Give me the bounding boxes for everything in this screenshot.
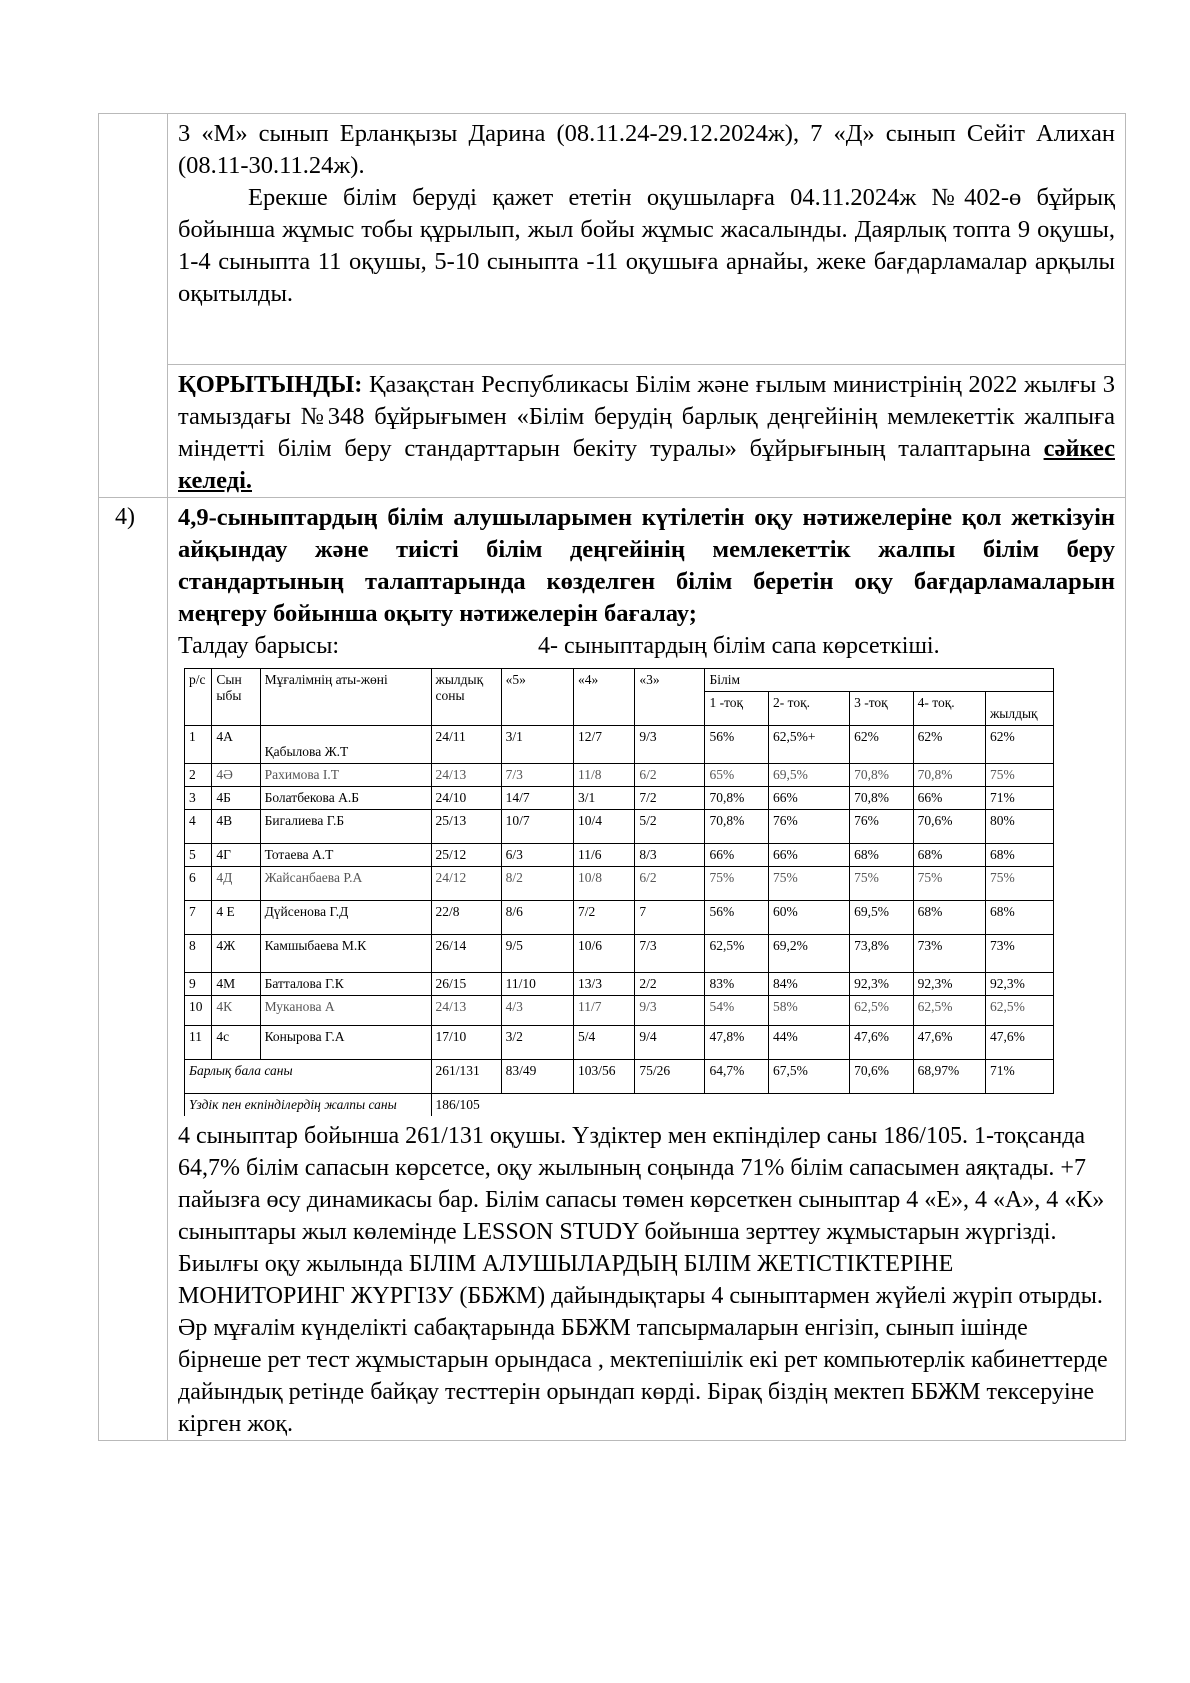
grade-3-cell: 5/2 bbox=[635, 810, 705, 844]
class-name-cell: 4Б bbox=[212, 787, 260, 810]
grade-3-cell: 8/3 bbox=[635, 844, 705, 867]
grade-4-cell: 11/6 bbox=[573, 844, 634, 867]
year-cell: 71% bbox=[985, 787, 1053, 810]
q4-cell: 47,6% bbox=[913, 1026, 985, 1060]
teacher-name-cell: Жайсанбаева Р.А bbox=[260, 867, 431, 901]
class-name-cell: 4В bbox=[212, 810, 260, 844]
q2-cell: 66% bbox=[769, 844, 850, 867]
header-q3: 3 -тоқ bbox=[850, 692, 914, 726]
class-name-cell: 4Ә bbox=[212, 764, 260, 787]
grade-4-cell: 10/6 bbox=[573, 935, 634, 973]
teacher-name-cell: Дүйсенова Г.Д bbox=[260, 901, 431, 935]
q1-cell: 56% bbox=[705, 726, 769, 764]
year-cell: 47,6% bbox=[985, 1026, 1053, 1060]
row-number-cell-empty bbox=[99, 114, 168, 498]
table-row bbox=[185, 996, 1054, 1026]
q3-cell: 47,6% bbox=[850, 1026, 914, 1060]
grade-3-cell: 7/3 bbox=[635, 935, 705, 973]
class-name-cell: 4Ж bbox=[212, 935, 260, 973]
row-num-cell: 3 bbox=[185, 787, 212, 810]
header-year: жылдық bbox=[985, 692, 1053, 726]
table-total-row bbox=[185, 1060, 1054, 1094]
q1-cell: 83% bbox=[705, 973, 769, 996]
q1-cell: 65% bbox=[705, 764, 769, 787]
row-num-cell: 6 bbox=[185, 867, 212, 901]
total-q3: 70,6% bbox=[850, 1060, 914, 1094]
table-row bbox=[185, 764, 1054, 787]
table-row bbox=[185, 810, 1054, 844]
header-q1: 1 -тоқ bbox=[705, 692, 769, 726]
grade-5-cell: 3/1 bbox=[501, 726, 573, 764]
teacher-name-cell: Батталова Г.К bbox=[260, 973, 431, 996]
grade-3-cell: 9/4 bbox=[635, 1026, 705, 1060]
header-grade-5: «5» bbox=[501, 669, 573, 726]
q4-cell: 68% bbox=[913, 901, 985, 935]
q3-cell: 73,8% bbox=[850, 935, 914, 973]
row-number-cell bbox=[99, 498, 168, 1441]
q3-cell: 76% bbox=[850, 810, 914, 844]
conclusion-text: Қазақстан Республикасы Білім және ғылым министрінің 2022 жылғы 3 тамыздағы №348 бұйрығымен «Білім берудің барлық деңгейінің мемлекеттік жалпыға міндетті білім беру стандарттарын бекіту туралы» бұйрығының талаптарына bbox=[178, 371, 1115, 462]
grade-4-cell: 13/3 bbox=[573, 973, 634, 996]
best-value: 186/105 bbox=[431, 1094, 501, 1117]
grade-5-cell: 10/7 bbox=[501, 810, 573, 844]
q2-cell: 58% bbox=[769, 996, 850, 1026]
grade-5-cell: 8/6 bbox=[501, 901, 573, 935]
q4-cell: 92,3% bbox=[913, 973, 985, 996]
count-cell: 26/15 bbox=[431, 973, 501, 996]
q4-cell: 62,5% bbox=[913, 996, 985, 1026]
header-quality: Білім bbox=[705, 669, 1054, 692]
q3-cell: 70,8% bbox=[850, 787, 914, 810]
teacher-name-cell: Қабылова Ж.Т bbox=[260, 726, 431, 764]
q2-cell: 76% bbox=[769, 810, 850, 844]
grade-4-cell: 5/4 bbox=[573, 1026, 634, 1060]
summary-paragraph: 4 сыныптар бойынша 261/131 оқушы. Үздіктер мен екпінділер саны 186/105. 1-тоқсанда 64,7% білім сапасын көрсетсе, оқу жылының соңында 71% білім сапасымен аяқтады. +7 пайызға өсу динамикасы бар. Білім сапасы төмен көрсеткен сыныптар 4 «Е», 4 «А», 4 «К» сыныптары жыл көлемінде LESSON STUDY бойынша зерттеу жұмыстарын жүргізді. Биылғы оқу жылында БІЛІМ АЛУШЫЛАРДЫҢ БІЛІМ ЖЕТІСТІКТЕРІНЕ МОНИТОРИНГ ЖҮРГІЗУ (ББЖМ) дайындықтары 4 сыныптармен жүйелі жүріп отырды. Әр мұғалім күнделікті сабақтарында ББЖМ тапсырмаларын енгізіп, сынып ішінде бірнеше рет тест жұмыстарын орындаса , мектепішілік екі рет компьютерлік кабинеттерде дайындық ретінде байқау тесттерін орындап көрді. Бірақ біздің мектеп ББЖМ тексеруіне кірген жоқ. bbox=[178, 1123, 1108, 1437]
total-count: 261/131 bbox=[431, 1060, 501, 1094]
grade-4-cell: 10/8 bbox=[573, 867, 634, 901]
year-cell: 73% bbox=[985, 935, 1053, 973]
grade-5-cell: 14/7 bbox=[501, 787, 573, 810]
q2-cell: 84% bbox=[769, 973, 850, 996]
header-grade-3: «3» bbox=[635, 669, 705, 726]
conclusion-paragraph bbox=[178, 365, 1115, 497]
quality-table bbox=[184, 668, 1054, 1116]
grade-4-cell: 3/1 bbox=[573, 787, 634, 810]
table-header-row bbox=[185, 669, 1054, 692]
header-teacher: Мұғалімнің аты-жөні bbox=[260, 669, 431, 726]
q2-cell: 62,5%+ bbox=[769, 726, 850, 764]
report-row-1 bbox=[99, 114, 1126, 498]
grade-5-cell: 6/3 bbox=[501, 844, 573, 867]
q4-cell: 66% bbox=[913, 787, 985, 810]
table-row bbox=[185, 787, 1054, 810]
special-education-paragraph: Ерекше білім беруді қажет ететін оқушыларға 04.11.2024ж №402-ө бұйрық бойынша жұмыс тобы құрылып, жыл бойы жұмыс жасалынды. Даярлық топта 9 оқушы, 1-4 сыныпта 11 оқушы, 5-10 сыныпта -11 оқушыға арнайы, жеке бағдарламалар арқылы оқытылды. bbox=[178, 184, 1115, 307]
class-name-cell: 4А bbox=[212, 726, 260, 764]
class-name-cell: 4с bbox=[212, 1026, 260, 1060]
total-grade-3: 75/26 bbox=[635, 1060, 705, 1094]
count-cell: 24/12 bbox=[431, 867, 501, 901]
conclusion-label: ҚОРЫТЫНДЫ: bbox=[178, 371, 363, 398]
grade-5-cell: 4/3 bbox=[501, 996, 573, 1026]
row-num-cell: 4 bbox=[185, 810, 212, 844]
row-2-content bbox=[168, 498, 1126, 1441]
q1-cell: 47,8% bbox=[705, 1026, 769, 1060]
header-num: р/с bbox=[185, 669, 212, 726]
teacher-name-cell: Рахимова І.Т bbox=[260, 764, 431, 787]
q3-cell: 62% bbox=[850, 726, 914, 764]
q4-cell: 68% bbox=[913, 844, 985, 867]
class-name-cell: 4Д bbox=[212, 867, 260, 901]
q1-cell: 56% bbox=[705, 901, 769, 935]
report-row-2 bbox=[99, 498, 1126, 1441]
class-name-cell: 4М bbox=[212, 973, 260, 996]
header-count: жылдық соны bbox=[431, 669, 501, 726]
count-cell: 24/10 bbox=[431, 787, 501, 810]
q1-cell: 62,5% bbox=[705, 935, 769, 973]
class-name-cell: 4Г bbox=[212, 844, 260, 867]
table-row bbox=[185, 844, 1054, 867]
q1-cell: 54% bbox=[705, 996, 769, 1026]
row-number: 4) bbox=[115, 504, 135, 530]
count-cell: 24/11 bbox=[431, 726, 501, 764]
row-num-cell: 10 bbox=[185, 996, 212, 1026]
table-row bbox=[185, 901, 1054, 935]
grade-4-cell: 7/2 bbox=[573, 901, 634, 935]
analysis-line bbox=[178, 630, 1115, 662]
analysis-label: Талдау барысы: bbox=[178, 633, 339, 659]
header-class: Сын ыбы bbox=[212, 669, 260, 726]
grade-3-cell: 7/2 bbox=[635, 787, 705, 810]
count-cell: 24/13 bbox=[431, 764, 501, 787]
q4-cell: 70,6% bbox=[913, 810, 985, 844]
header-grade-4: «4» bbox=[573, 669, 634, 726]
total-q2: 67,5% bbox=[769, 1060, 850, 1094]
total-year: 71% bbox=[985, 1060, 1053, 1094]
q3-cell: 62,5% bbox=[850, 996, 914, 1026]
year-cell: 68% bbox=[985, 901, 1053, 935]
teacher-name-cell: Бигалиева Г.Б bbox=[260, 810, 431, 844]
teacher-name-cell: Тотаева А.Т bbox=[260, 844, 431, 867]
teacher-name-cell: Болатбекова А.Б bbox=[260, 787, 431, 810]
q2-cell: 60% bbox=[769, 901, 850, 935]
q4-cell: 73% bbox=[913, 935, 985, 973]
q3-cell: 92,3% bbox=[850, 973, 914, 996]
year-cell: 68% bbox=[985, 844, 1053, 867]
total-grade-5: 83/49 bbox=[501, 1060, 573, 1094]
q2-cell: 66% bbox=[769, 787, 850, 810]
year-cell: 75% bbox=[985, 764, 1053, 787]
header-q4: 4- тоқ. bbox=[913, 692, 985, 726]
row-num-cell: 9 bbox=[185, 973, 212, 996]
q2-cell: 44% bbox=[769, 1026, 850, 1060]
q2-cell: 69,2% bbox=[769, 935, 850, 973]
best-label: Үздік пен екпінділердің жалпы саны bbox=[185, 1094, 432, 1117]
grade-4-cell: 10/4 bbox=[573, 810, 634, 844]
q3-cell: 69,5% bbox=[850, 901, 914, 935]
row-num-cell: 8 bbox=[185, 935, 212, 973]
section-heading: 4,9-сыныптардың білім алушыларымен күтілетін оқу нәтижелеріне қол жеткізуін айқындау және тиісті білім деңгейінің мемлекеттік жалпы білім беру стандартының талаптарында көзделген білім беретін оқу бағдарламаларын меңгеру бойынша оқыту нәтижелерін бағалау; bbox=[178, 504, 1115, 627]
q1-cell: 70,8% bbox=[705, 787, 769, 810]
year-cell: 62% bbox=[985, 726, 1053, 764]
grade-5-cell: 3/2 bbox=[501, 1026, 573, 1060]
grade-5-cell: 9/5 bbox=[501, 935, 573, 973]
q1-cell: 66% bbox=[705, 844, 769, 867]
q4-cell: 70,8% bbox=[913, 764, 985, 787]
q3-cell: 75% bbox=[850, 867, 914, 901]
row-1-content bbox=[168, 114, 1126, 498]
grade-3-cell: 9/3 bbox=[635, 996, 705, 1026]
year-cell: 92,3% bbox=[985, 973, 1053, 996]
q2-cell: 69,5% bbox=[769, 764, 850, 787]
grade-3-cell: 7 bbox=[635, 901, 705, 935]
total-q1: 64,7% bbox=[705, 1060, 769, 1094]
grade-4-cell: 11/7 bbox=[573, 996, 634, 1026]
grade-4-cell: 11/8 bbox=[573, 764, 634, 787]
report-table bbox=[98, 113, 1126, 1441]
class-name-cell: 4 Е bbox=[212, 901, 260, 935]
class-name-cell: 4К bbox=[212, 996, 260, 1026]
q4-cell: 75% bbox=[913, 867, 985, 901]
total-q4: 68,97% bbox=[913, 1060, 985, 1094]
grade-5-cell: 7/3 bbox=[501, 764, 573, 787]
grade-5-cell: 11/10 bbox=[501, 973, 573, 996]
row-num-cell: 11 bbox=[185, 1026, 212, 1060]
table-row bbox=[185, 973, 1054, 996]
count-cell: 25/12 bbox=[431, 844, 501, 867]
count-cell: 25/13 bbox=[431, 810, 501, 844]
year-cell: 62,5% bbox=[985, 996, 1053, 1026]
q3-cell: 70,8% bbox=[850, 764, 914, 787]
count-cell: 17/10 bbox=[431, 1026, 501, 1060]
teacher-name-cell: Муканова А bbox=[260, 996, 431, 1026]
q2-cell: 75% bbox=[769, 867, 850, 901]
enrollment-paragraph: 3 «М» сынып Ерланқызы Дарина (08.11.24-29.12.2024ж), 7 «Д» сынып Сейіт Алихан (08.11-30.11.24ж). bbox=[178, 120, 1115, 179]
header-q2: 2- тоқ. bbox=[769, 692, 850, 726]
year-cell: 75% bbox=[985, 867, 1053, 901]
row-num-cell: 7 bbox=[185, 901, 212, 935]
teacher-name-cell: Камшыбаева М.К bbox=[260, 935, 431, 973]
analysis-title: 4- сыныптардың білім сапа көрсеткіші. bbox=[538, 633, 940, 659]
table-row bbox=[185, 867, 1054, 901]
q1-cell: 70,8% bbox=[705, 810, 769, 844]
total-label: Барлық бала саны bbox=[185, 1060, 432, 1094]
table-row bbox=[185, 935, 1054, 973]
count-cell: 22/8 bbox=[431, 901, 501, 935]
empty-cell bbox=[501, 1094, 1053, 1117]
grade-3-cell: 9/3 bbox=[635, 726, 705, 764]
grade-5-cell: 8/2 bbox=[501, 867, 573, 901]
grade-4-cell: 12/7 bbox=[573, 726, 634, 764]
year-cell: 80% bbox=[985, 810, 1053, 844]
table-row bbox=[185, 726, 1054, 764]
table-best-row bbox=[185, 1094, 1054, 1117]
grade-3-cell: 6/2 bbox=[635, 764, 705, 787]
grade-3-cell: 6/2 bbox=[635, 867, 705, 901]
count-cell: 26/14 bbox=[431, 935, 501, 973]
total-grade-4: 103/56 bbox=[573, 1060, 634, 1094]
table-body bbox=[185, 726, 1054, 1060]
grade-3-cell: 2/2 bbox=[635, 973, 705, 996]
teacher-name-cell: Конырова Г.А bbox=[260, 1026, 431, 1060]
row-num-cell: 5 bbox=[185, 844, 212, 867]
count-cell: 24/13 bbox=[431, 996, 501, 1026]
q3-cell: 68% bbox=[850, 844, 914, 867]
conclusion-verdict: сәйкес келеді. bbox=[178, 435, 1115, 494]
q4-cell: 62% bbox=[913, 726, 985, 764]
q1-cell: 75% bbox=[705, 867, 769, 901]
row-num-cell: 2 bbox=[185, 764, 212, 787]
row-num-cell: 1 bbox=[185, 726, 212, 764]
table-row bbox=[185, 1026, 1054, 1060]
